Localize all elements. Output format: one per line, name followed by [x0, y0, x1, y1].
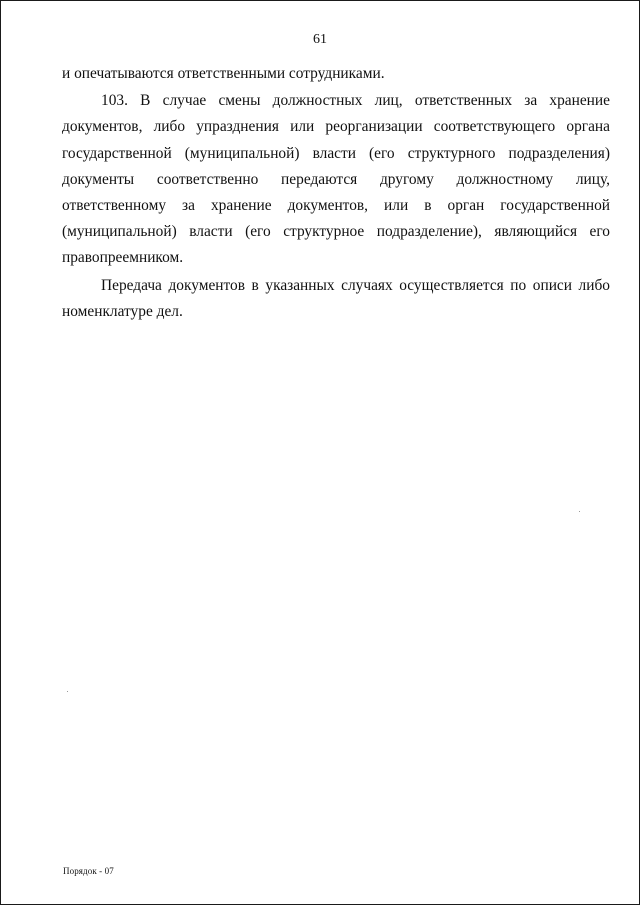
footer-label: Порядок - 07: [63, 866, 114, 876]
page-number: 61: [313, 32, 327, 47]
paragraph-continuation: и опечатываются ответственными сотрудниками.: [62, 65, 385, 82]
scan-speck: [579, 511, 580, 512]
scan-speck: [67, 691, 68, 692]
paragraph-transfer: Передача документов в указанных случаях осуществляется по описи либо номенклатуре дел.: [62, 276, 610, 320]
document-body: [62, 61, 610, 325]
paragraph-clause-103: 103. В случае смены должностных лиц, ответственных за хранение документов, либо упразднения или реорганизации соответствующего органа государственной (муниципальной) власти (его структурного подразделения) документы соответственно передаются другому должностному лицу, ответственному за хранение документов, или в орган государственной (муниципальной) власти (его структурное подразделение), являющийся его правопреемником.: [62, 92, 610, 267]
